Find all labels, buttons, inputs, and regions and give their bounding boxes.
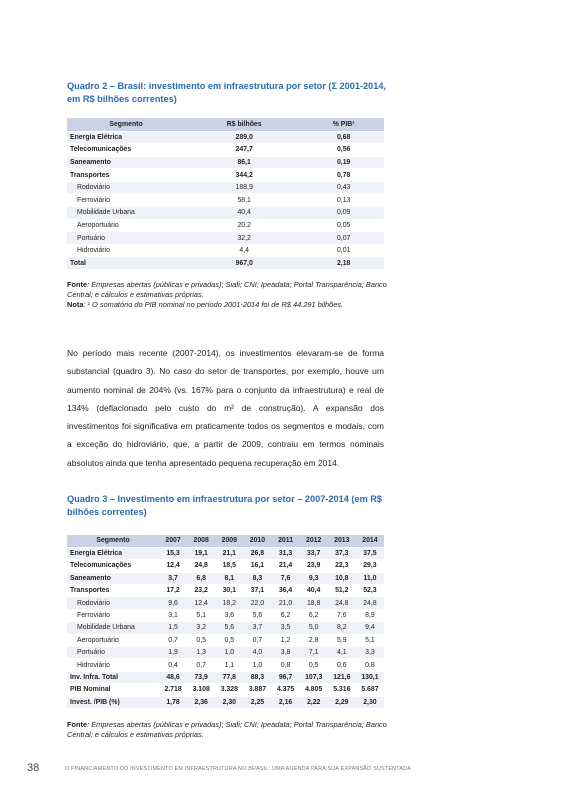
value-cell: 4.375 <box>272 684 300 696</box>
value-cell: 8,2 <box>328 622 356 634</box>
value-cell: 967,0 <box>185 257 303 270</box>
pct-pib-cell: 0,43 <box>303 181 384 194</box>
value-cell: 5,0 <box>300 622 328 634</box>
column-header-year: 2014 <box>356 535 384 547</box>
value-cell: 19,1 <box>187 547 215 559</box>
running-footer-title: O FINANCIAMENTO DO INVESTIMENTO EM INFRAESTRUTURA NO BRASIL: UMA AGENDA PARA SUA EXPANSÃO SUSTENTADA <box>65 766 411 772</box>
quadro-2-source <box>67 280 387 300</box>
table-row <box>67 194 384 207</box>
value-cell: 36,4 <box>272 585 300 597</box>
segment-cell: Aeroportuário <box>67 219 185 232</box>
segment-cell: Portuário <box>67 232 185 245</box>
value-cell: 21,1 <box>215 547 243 559</box>
pct-pib-cell: 0,19 <box>303 156 384 169</box>
value-cell: 23,9 <box>300 560 328 572</box>
table-row <box>67 257 384 270</box>
value-cell: 58,1 <box>185 194 303 207</box>
value-cell: 33,7 <box>300 547 328 559</box>
segment-cell: Inv. Infra. Total <box>67 671 159 683</box>
table-row <box>67 232 384 245</box>
value-cell: 22,0 <box>243 597 271 609</box>
value-cell: 3,6 <box>215 609 243 621</box>
segment-cell: Telecomunicações <box>67 144 185 157</box>
segment-cell: Ferroviário <box>67 609 159 621</box>
value-cell: 2,16 <box>272 696 300 708</box>
value-cell: 21,4 <box>272 560 300 572</box>
value-cell: 9,3 <box>300 572 328 584</box>
value-cell: 1,5 <box>159 622 187 634</box>
note-text: : ¹ O somatório do PIB nominal no período 2001-2014 foi de R$ 44.291 bilhões. <box>83 300 344 309</box>
quadro-2-note <box>67 300 387 310</box>
value-cell: 17,2 <box>159 585 187 597</box>
segment-cell: Energia Elétrica <box>67 131 185 144</box>
segment-cell: Energia Elétrica <box>67 547 159 559</box>
segment-cell: Transportes <box>67 169 185 182</box>
value-cell: 3.887 <box>243 684 271 696</box>
value-cell: 24,8 <box>328 597 356 609</box>
value-cell: 6,2 <box>272 609 300 621</box>
segment-cell: Mobilidade Urbana <box>67 622 159 634</box>
value-cell: 2,22 <box>300 696 328 708</box>
value-cell: 20,2 <box>185 219 303 232</box>
value-cell: 5,1 <box>187 609 215 621</box>
value-cell: 40,4 <box>185 207 303 220</box>
source-text: : Empresas abertas (públicas e privadas); Siafi; CNI; Ipeadata; Portal Transparência; Banco Central; e cálculos e estimativas próprias. <box>67 720 387 739</box>
table-row <box>67 684 384 696</box>
value-cell: 121,6 <box>328 671 356 683</box>
value-cell: 40,4 <box>300 585 328 597</box>
value-cell: 5,9 <box>328 634 356 646</box>
value-cell: 4,4 <box>185 244 303 257</box>
value-cell: 2.718 <box>159 684 187 696</box>
value-cell: 15,3 <box>159 547 187 559</box>
value-cell: 0,5 <box>300 659 328 671</box>
value-cell: 2,30 <box>215 696 243 708</box>
value-cell: 3.108 <box>187 684 215 696</box>
segment-cell: Transportes <box>67 585 159 597</box>
value-cell: 1,78 <box>159 696 187 708</box>
value-cell: 2,30 <box>356 696 384 708</box>
value-cell: 86,1 <box>185 156 303 169</box>
pct-pib-cell: 0,01 <box>303 244 384 257</box>
value-cell: 0,7 <box>187 659 215 671</box>
table-row <box>67 547 384 559</box>
column-header-segmento: Segmento <box>67 118 185 131</box>
quadro-3-notes <box>67 720 387 740</box>
segment-cell: Rodoviário <box>67 181 185 194</box>
value-cell: 4,0 <box>243 647 271 659</box>
quadro-3-source <box>67 720 387 740</box>
value-cell: 3,2 <box>187 622 215 634</box>
value-cell: 4,1 <box>328 647 356 659</box>
value-cell: 130,1 <box>356 671 384 683</box>
value-cell: 31,3 <box>272 547 300 559</box>
value-cell: 18,8 <box>300 597 328 609</box>
segment-cell: Invest. /PIB (%) <box>67 696 159 708</box>
value-cell: 1,9 <box>159 647 187 659</box>
table-row <box>67 144 384 157</box>
value-cell: 2,36 <box>187 696 215 708</box>
value-cell: 24,8 <box>356 597 384 609</box>
table-row <box>67 207 384 220</box>
value-cell: 3.328 <box>215 684 243 696</box>
quadro-2-notes <box>67 280 387 310</box>
table-row <box>67 131 384 144</box>
quadro-3-title: Quadro 3 – Investimento em infraestrutura por setor – 2007-2014 (em R$ bilhões correntes) <box>67 494 383 517</box>
value-cell: 1,0 <box>215 647 243 659</box>
table-row <box>67 181 384 194</box>
value-cell: 48,6 <box>159 671 187 683</box>
value-cell: 188,9 <box>185 181 303 194</box>
quadro-2-table <box>67 118 384 270</box>
segment-cell: PIB Nominal <box>67 684 159 696</box>
value-cell: 289,0 <box>185 131 303 144</box>
value-cell: 32,2 <box>185 232 303 245</box>
value-cell: 88,3 <box>243 671 271 683</box>
value-cell: 0,7 <box>243 634 271 646</box>
value-cell: 0,4 <box>159 659 187 671</box>
value-cell: 18,2 <box>215 597 243 609</box>
segment-cell: Total <box>67 257 185 270</box>
source-label: Fonte <box>67 280 88 289</box>
value-cell: 77,8 <box>215 671 243 683</box>
value-cell: 51,2 <box>328 585 356 597</box>
value-cell: 23,2 <box>187 585 215 597</box>
table-row <box>67 622 384 634</box>
value-cell: 3,8 <box>272 647 300 659</box>
segment-cell: Hidroviário <box>67 244 185 257</box>
value-cell: 2,29 <box>328 696 356 708</box>
value-cell: 107,3 <box>300 671 328 683</box>
quadro-3-table <box>67 535 384 709</box>
value-cell: 5,1 <box>356 634 384 646</box>
value-cell: 5,6 <box>243 609 271 621</box>
column-header-pct-pib: % PIB¹ <box>303 118 384 131</box>
value-cell: 1,0 <box>243 659 271 671</box>
value-cell: 247,7 <box>185 144 303 157</box>
segment-cell: Aeroportuário <box>67 634 159 646</box>
column-header-rs-bilhoes: R$ bilhões <box>185 118 303 131</box>
segment-cell: Mobilidade Urbana <box>67 207 185 220</box>
segment-cell: Portuário <box>67 647 159 659</box>
table-row <box>67 597 384 609</box>
value-cell: 7,1 <box>300 647 328 659</box>
table-row <box>67 609 384 621</box>
value-cell: 37,3 <box>328 547 356 559</box>
column-header-segmento: Segmento <box>67 535 159 547</box>
value-cell: 3,3 <box>356 647 384 659</box>
value-cell: 0,8 <box>272 659 300 671</box>
value-cell: 22,3 <box>328 560 356 572</box>
note-label: Nota <box>67 300 84 309</box>
value-cell: 73,9 <box>187 671 215 683</box>
body-paragraph: No período mais recente (2007-2014), os investimentos elevaram-se de forma substancial (quadro 3). No caso do setor de transportes, por exemplo, houve um aumento nominal de 204% (vs. 167% para o conjunto da infraestrutura) e real de 134% (deflacionado pelo custo do m² de construção). A expansão dos investimentos foi significativa em praticamente todos os segmentos e modais, com a exceção do hidroviário, que, a partir de 2009, contraiu em termos nominais absolutos ainda que tenha apresentado pequena recuperação em 2014. <box>67 348 384 468</box>
pct-pib-cell: 0,56 <box>303 144 384 157</box>
value-cell: 16,1 <box>243 560 271 572</box>
value-cell: 3,1 <box>159 609 187 621</box>
value-cell: 0,7 <box>159 634 187 646</box>
value-cell: 6,2 <box>300 609 328 621</box>
value-cell: 5.687 <box>356 684 384 696</box>
column-header-year: 2008 <box>187 535 215 547</box>
value-cell: 96,7 <box>272 671 300 683</box>
value-cell: 5.316 <box>328 684 356 696</box>
column-header-year: 2013 <box>328 535 356 547</box>
table-header-row <box>67 118 384 131</box>
pct-pib-cell: 0,13 <box>303 194 384 207</box>
column-header-year: 2010 <box>243 535 271 547</box>
table-row <box>67 671 384 683</box>
value-cell: 30,1 <box>215 585 243 597</box>
value-cell: 12,4 <box>187 597 215 609</box>
pct-pib-cell: 0,05 <box>303 219 384 232</box>
value-cell: 3,7 <box>243 622 271 634</box>
column-header-year: 2012 <box>300 535 328 547</box>
pct-pib-cell: 0,09 <box>303 207 384 220</box>
value-cell: 1,3 <box>187 647 215 659</box>
segment-cell: Ferroviário <box>67 194 185 207</box>
value-cell: 4.805 <box>300 684 328 696</box>
value-cell: 7,6 <box>272 572 300 584</box>
value-cell: 9,4 <box>356 622 384 634</box>
value-cell: 8,9 <box>356 609 384 621</box>
segment-cell: Telecomunicações <box>67 560 159 572</box>
table-row <box>67 156 384 169</box>
value-cell: 6,8 <box>187 572 215 584</box>
column-header-year: 2011 <box>272 535 300 547</box>
value-cell: 0,5 <box>215 634 243 646</box>
pct-pib-cell: 0,68 <box>303 131 384 144</box>
value-cell: 52,3 <box>356 585 384 597</box>
value-cell: 3,5 <box>272 622 300 634</box>
quadro-2-title: Quadro 2 – Brasil: investimento em infraestrutura por setor (Σ 2001-2014, em R$ bilhões correntes) <box>67 81 387 104</box>
column-header-year: 2007 <box>159 535 187 547</box>
table-row <box>67 696 384 708</box>
table-row <box>67 647 384 659</box>
table-row <box>67 219 384 232</box>
segment-cell: Saneamento <box>67 572 159 584</box>
value-cell: 0,5 <box>187 634 215 646</box>
pct-pib-cell: 2,18 <box>303 257 384 270</box>
table-row <box>67 572 384 584</box>
value-cell: 2,25 <box>243 696 271 708</box>
value-cell: 18,5 <box>215 560 243 572</box>
value-cell: 5,6 <box>215 622 243 634</box>
value-cell: 21,0 <box>272 597 300 609</box>
value-cell: 37,5 <box>356 547 384 559</box>
table-row <box>67 634 384 646</box>
table-row <box>67 244 384 257</box>
value-cell: 8,1 <box>215 572 243 584</box>
column-header-year: 2009 <box>215 535 243 547</box>
value-cell: 26,8 <box>243 547 271 559</box>
value-cell: 2,8 <box>300 634 328 646</box>
table-row <box>67 560 384 572</box>
value-cell: 7,6 <box>328 609 356 621</box>
table-row <box>67 585 384 597</box>
segment-cell: Hidroviário <box>67 659 159 671</box>
segment-cell: Rodoviário <box>67 597 159 609</box>
value-cell: 344,2 <box>185 169 303 182</box>
value-cell: 9,6 <box>159 597 187 609</box>
table-row <box>67 169 384 182</box>
value-cell: 0,8 <box>356 659 384 671</box>
value-cell: 0,6 <box>328 659 356 671</box>
value-cell: 24,8 <box>187 560 215 572</box>
value-cell: 3,7 <box>159 572 187 584</box>
value-cell: 29,3 <box>356 560 384 572</box>
source-label: Fonte <box>67 720 88 729</box>
pct-pib-cell: 0,07 <box>303 232 384 245</box>
table-row <box>67 659 384 671</box>
value-cell: 12,4 <box>159 560 187 572</box>
source-text: : Empresas abertas (públicas e privadas); Siafi; CNI; Ipeadata; Portal Transparência; Banco Central; e cálculos e estimativas próprias. <box>67 280 387 299</box>
value-cell: 8,3 <box>243 572 271 584</box>
value-cell: 10,8 <box>328 572 356 584</box>
value-cell: 1,2 <box>272 634 300 646</box>
value-cell: 1,1 <box>215 659 243 671</box>
pct-pib-cell: 0,78 <box>303 169 384 182</box>
value-cell: 37,1 <box>243 585 271 597</box>
table-header-row <box>67 535 384 547</box>
value-cell: 11,0 <box>356 572 384 584</box>
page-number: 38 <box>27 762 40 774</box>
segment-cell: Saneamento <box>67 156 185 169</box>
